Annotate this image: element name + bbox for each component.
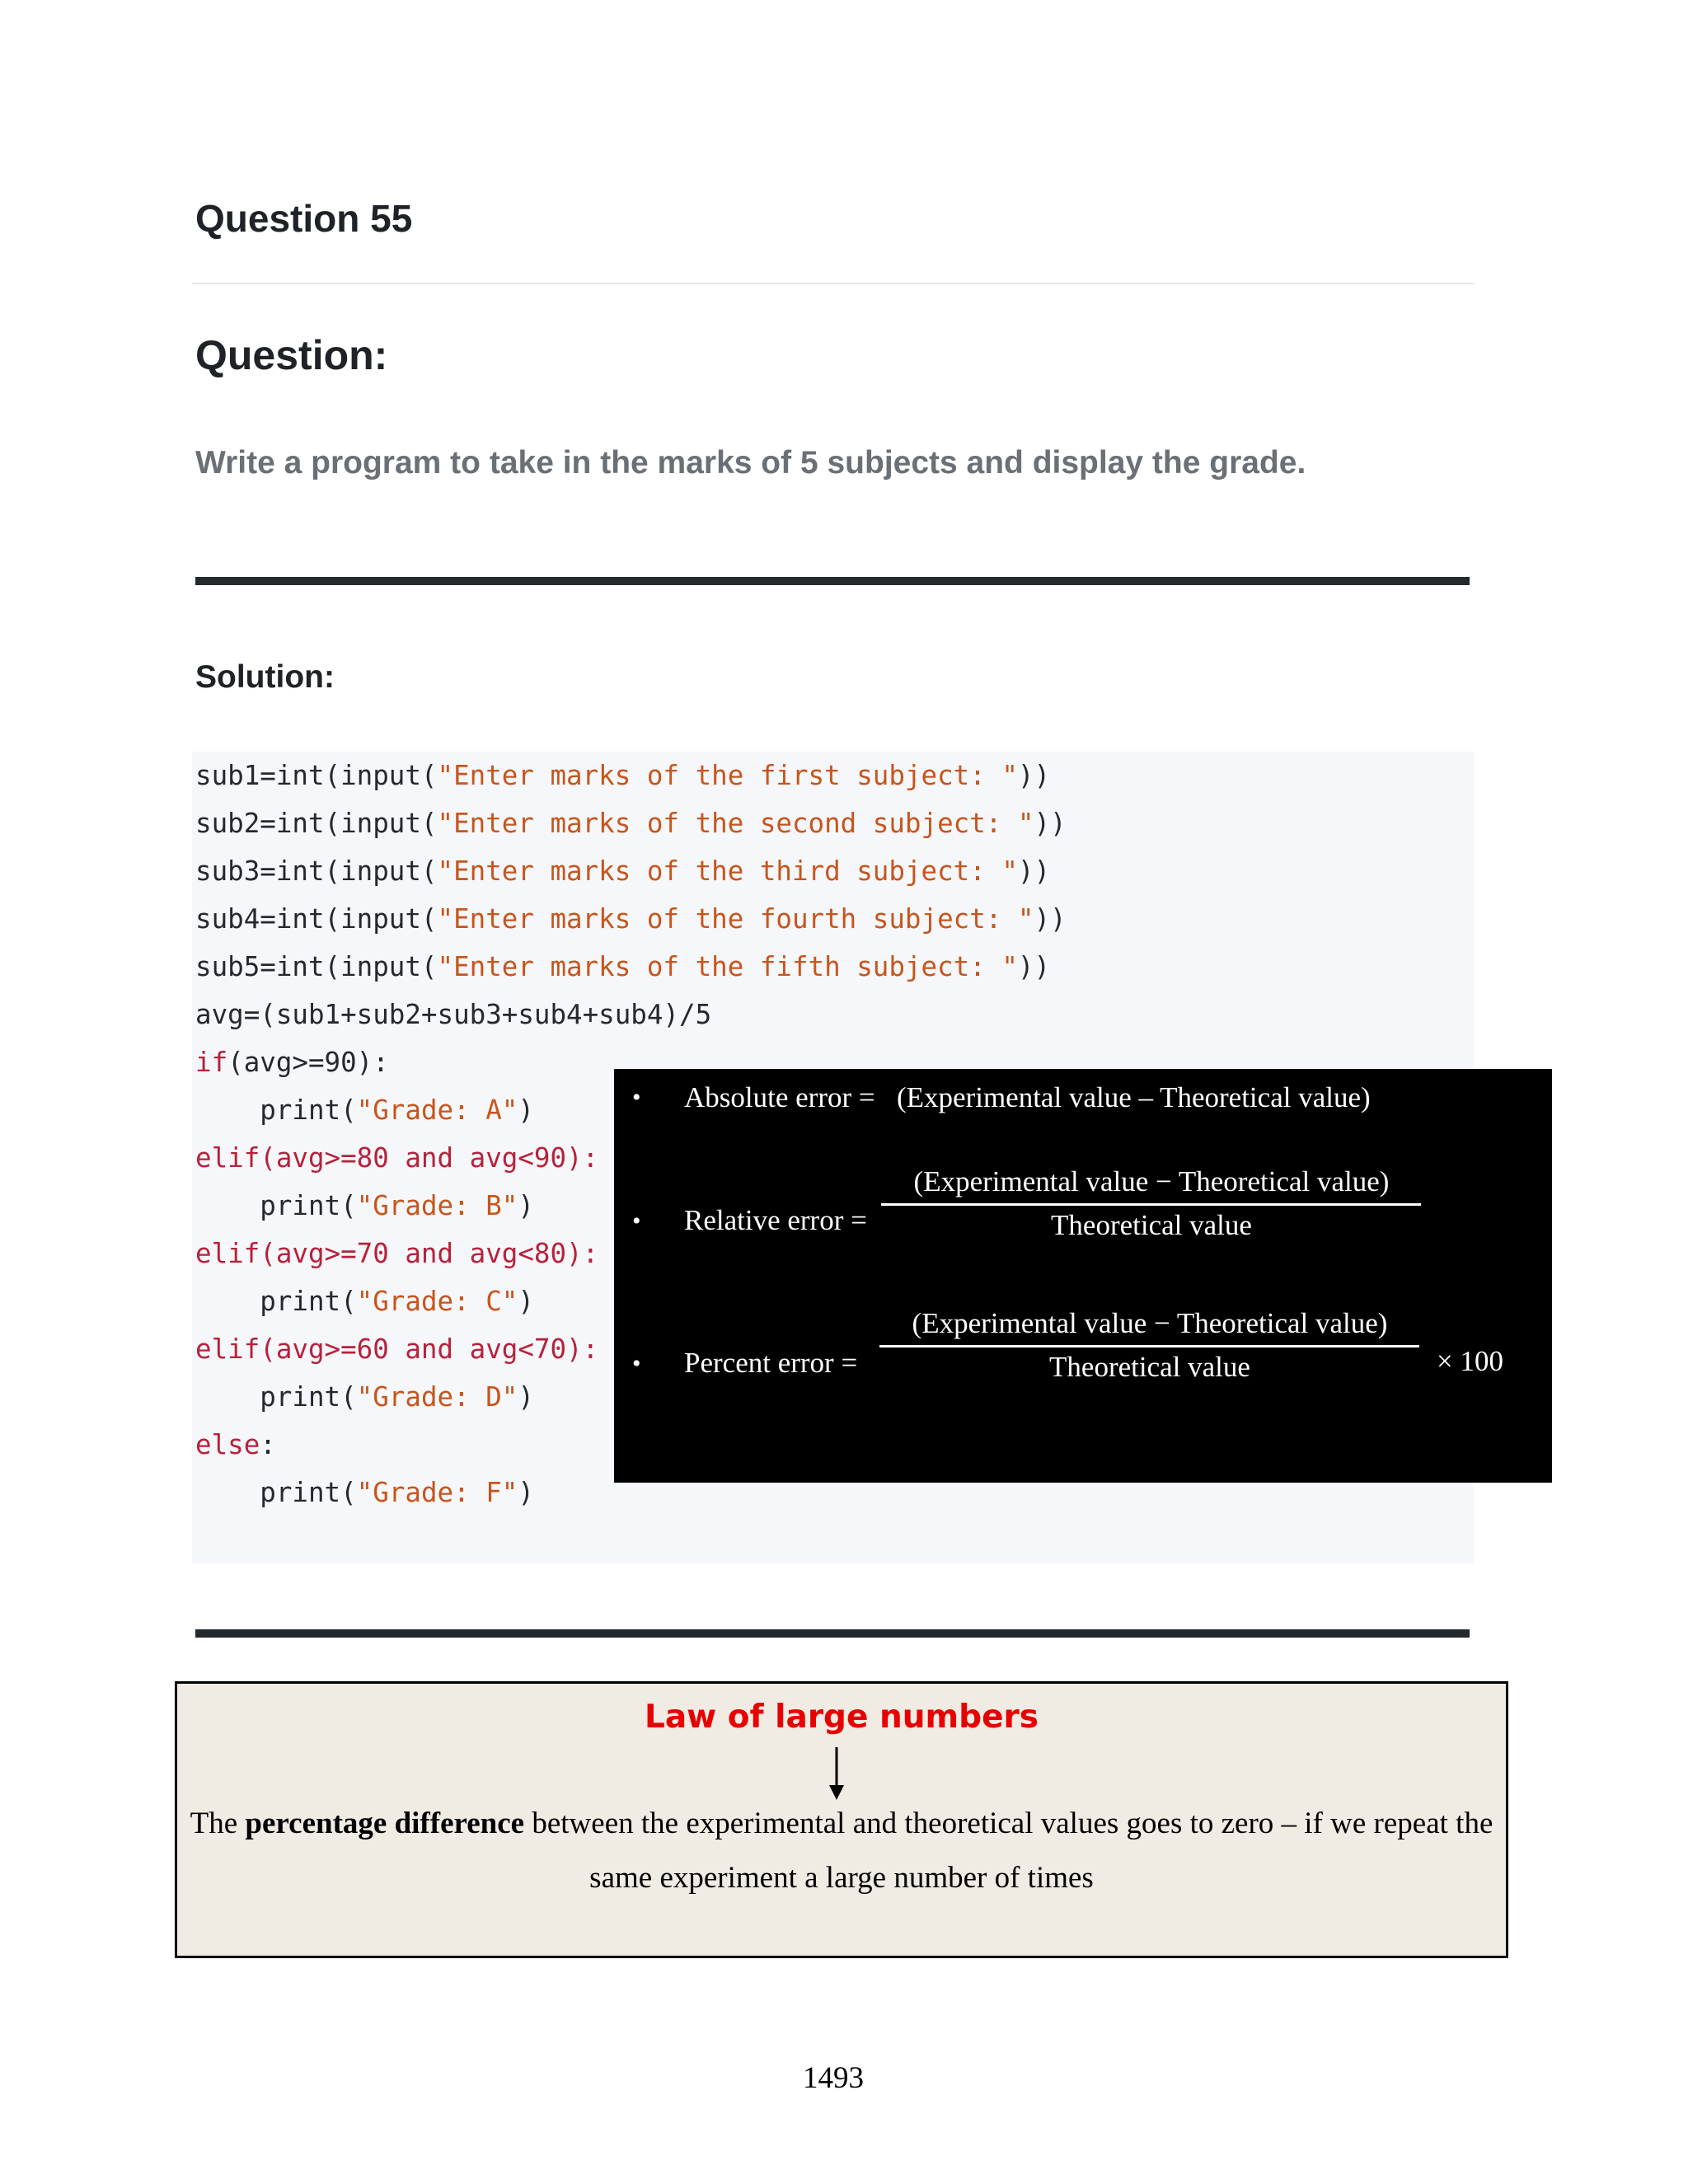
question-heading: Question: [195, 332, 388, 378]
bullet: • [632, 1350, 641, 1377]
question-text: Write a program to take in the marks of 5 subjects and display the grade. [195, 445, 1306, 480]
section-rule [195, 1629, 1470, 1638]
solution-heading: Solution: [195, 659, 335, 695]
code-line: print("Grade: D") [195, 1381, 534, 1413]
bullet: • [632, 1084, 641, 1111]
question-number: Question 55 [195, 197, 413, 240]
absolute-error-label: Absolute error = [684, 1081, 875, 1113]
code-line: sub2=int(input("Enter marks of the second subject: ")) [195, 808, 1067, 839]
relative-error-numerator: (Experimental value − Theoretical value) [913, 1165, 1390, 1197]
code-line: sub4=int(input("Enter marks of the fourth subject: ")) [195, 903, 1067, 935]
law-of-large-numbers-box [175, 1681, 1508, 1958]
code-line: else: [195, 1429, 276, 1460]
code-line: sub5=int(input("Enter marks of the fifth subject: ")) [195, 951, 1051, 982]
bullet: • [632, 1207, 641, 1235]
code-line: sub1=int(input("Enter marks of the first subject: ")) [195, 760, 1051, 791]
code-line: elif(avg>=80 and avg<90): [195, 1142, 599, 1174]
law-statement: The percentage difference between the experimental and theoretical values goes to zero – if we repeat the [190, 1807, 1493, 1840]
fraction-bar [881, 1203, 1421, 1206]
emphasis: percentage difference [245, 1807, 525, 1840]
code-line: print("Grade: A") [195, 1094, 534, 1126]
code-line: elif(avg>=60 and avg<70): [195, 1333, 599, 1365]
page-number: 1493 [803, 2061, 864, 2095]
code-line: elif(avg>=70 and avg<80): [195, 1238, 599, 1269]
fraction-bar [879, 1345, 1419, 1347]
law-title: Law of large numbers [645, 1699, 1039, 1736]
code-line: if(avg>=90): [195, 1047, 389, 1078]
code-line: print("Grade: F") [195, 1477, 534, 1508]
section-rule [195, 577, 1470, 585]
relative-error-denominator: Theoretical value [1051, 1209, 1252, 1241]
code-line: print("Grade: B") [195, 1190, 534, 1221]
percent-error-label: Percent error = [684, 1347, 858, 1379]
relative-error-label: Relative error = [684, 1204, 867, 1236]
absolute-error-expression: (Experimental value – Theoretical value) [897, 1081, 1371, 1113]
code-line: print("Grade: C") [195, 1286, 534, 1317]
percent-factor: × 100 [1437, 1345, 1503, 1377]
down-arrow-icon [820, 1746, 853, 1803]
law-statement-continued: same experiment a large number of times [589, 1861, 1094, 1895]
divider [192, 283, 1474, 284]
percent-error-denominator: Theoretical value [1049, 1351, 1250, 1383]
code-line: avg=(sub1+sub2+sub3+sub4+sub4)/5 [195, 999, 712, 1030]
error-formulas-box [614, 1069, 1552, 1483]
percent-error-numerator: (Experimental value − Theoretical value) [912, 1307, 1388, 1339]
code-line: sub3=int(input("Enter marks of the third subject: ")) [195, 855, 1051, 887]
